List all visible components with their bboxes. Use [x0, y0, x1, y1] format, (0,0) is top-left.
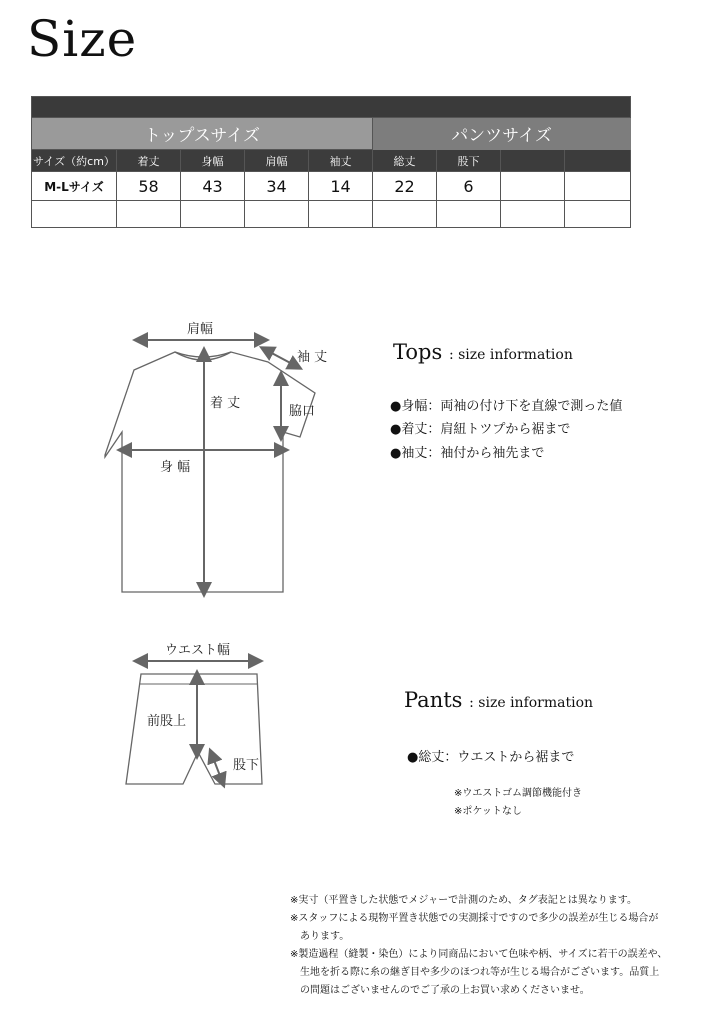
footnote: ※製造過程（縫製・染色）により同商品において色味や柄、サイズに若干の誤差や、: [290, 949, 668, 960]
value-cell: 22: [373, 172, 437, 201]
header-cell: 総丈: [373, 150, 437, 172]
value-cell: 34: [245, 172, 309, 201]
pants-title-text: Pants: [404, 688, 463, 712]
header-cell: 袖丈: [309, 150, 373, 172]
waist-label: ウエスト幅: [165, 643, 231, 658]
header-cell: サイズ（約cm）: [32, 150, 117, 172]
footnote: あります。: [290, 931, 350, 942]
tee-outline: [105, 352, 315, 592]
header-cell: 身幅: [181, 150, 245, 172]
pants-info-title: [404, 688, 593, 712]
value-cell: 6: [437, 172, 501, 201]
shoulder-label: 肩幅: [187, 322, 214, 337]
page-title: Size: [27, 10, 138, 68]
tops-bullet: ●身幅：両袖の付け下を直線で測った値: [390, 399, 623, 414]
tops-title-text: Tops: [393, 340, 443, 364]
tops-section-label: トップスサイズ: [32, 118, 373, 150]
footnote: ※実寸（平置きした状態でメジャーで計測のため、タグ表記とは異なります。: [290, 895, 637, 906]
inseam-arrow: [212, 755, 222, 781]
armhole-label: 脇口: [289, 404, 316, 419]
sleeve-label: 袖 丈: [297, 350, 328, 365]
footnote: の問題はございませんのでご了承の上お買い求めくださいませ。: [290, 985, 590, 996]
width-label: 身 幅: [160, 460, 191, 475]
header-cell: 股下: [437, 150, 501, 172]
pants-note: ※ポケットなし: [454, 806, 522, 817]
length-label: 着 丈: [210, 396, 241, 411]
header-cell: 肩幅: [245, 150, 309, 172]
pants-section-label: パンツサイズ: [373, 118, 631, 150]
header-cell: 着丈: [117, 150, 181, 172]
rise-label: 前股上: [147, 714, 187, 729]
value-cell: 58: [117, 172, 181, 201]
value-cell: 43: [181, 172, 245, 201]
pants-bullet: ●総丈：ウエストから裾まで: [407, 750, 575, 765]
tops-info-title: [393, 340, 573, 364]
value-cell: 14: [309, 172, 373, 201]
footnote: ※スタッフによる現物平置き状態での実測採寸ですので多少の誤差が生じる場合が: [290, 913, 659, 924]
row-label: M-Lサイズ: [32, 172, 117, 201]
inseam-label: 股下: [233, 758, 260, 773]
tops-bullet: ●袖丈：袖付から袖先まで: [390, 446, 545, 461]
tops-bullet: ●着丈：肩紐トツプから裾まで: [390, 422, 571, 437]
pants-note: ※ウエストゴム調節機能付き: [454, 788, 582, 799]
pants-subtitle-text: : size information: [469, 695, 594, 711]
tops-subtitle-text: : size information: [448, 347, 573, 363]
footnote: 生地を折る際に糸の継ぎ目や多少のほつれ等が生じる場合がございます。品質上: [290, 967, 660, 978]
